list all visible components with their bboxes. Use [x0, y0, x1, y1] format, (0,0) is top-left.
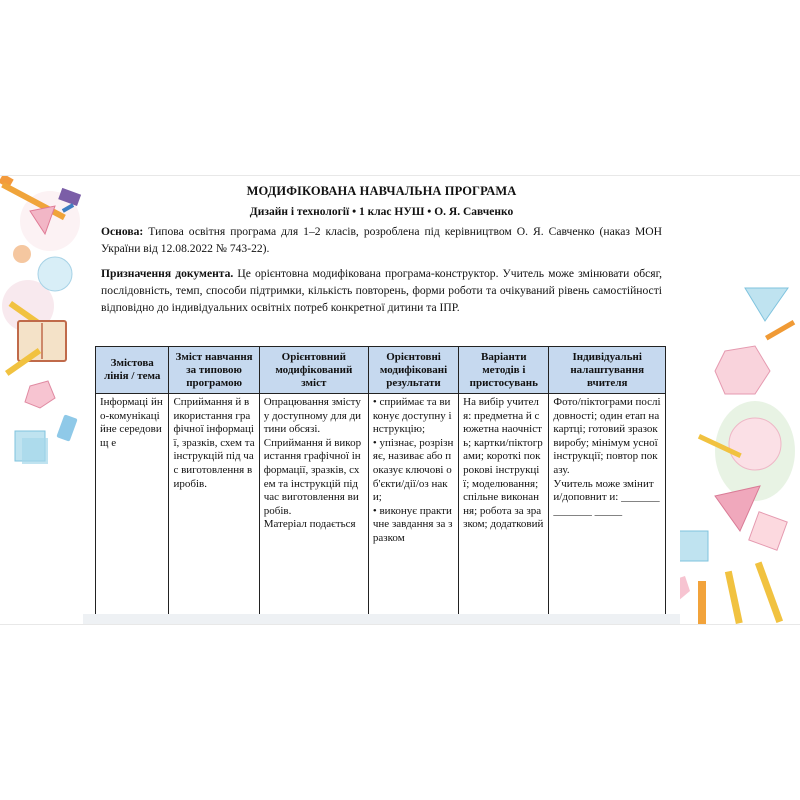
cell-methods: [459, 394, 549, 619]
cell-typical-content-text: Сприймання й використання графічної інформації, зразків, схем та інструкцій під час виготовлення виробів.: [173, 396, 255, 490]
header-typical-content: Зміст навчання за типовою програмою: [169, 347, 259, 394]
program-table: [95, 346, 666, 619]
school-supplies-decoration-right: [670, 176, 800, 624]
cell-modified-content: [259, 394, 368, 619]
cell-content-line-text: Інформаці йно-комунікаці йне середовищ е: [100, 396, 163, 449]
header-teacher-settings: Індивідуальні налаштування вчителя: [549, 347, 666, 394]
cell-modified-content-text: Опрацювання змісту у доступному для дитини обсязі. Сприймання й використання графічної інформації, зразків, схем та інструкцій під час виготовлення виробів. Матеріал подається: [263, 396, 362, 531]
purpose-paragraph: [101, 265, 662, 316]
cell-teacher-settings-text: Фото/піктограми послідовності; один етап на картці; готовий зразок виробу; мінімум усної інструкції; повтор показу. Учитель може змінити/доповнит и: ______________ _____: [553, 396, 661, 517]
cell-methods-text: На вибір учителя: предметна й сюжетна наочність; картки/піктогр ами; короткі покрокові інструкції; моделювання; спільне виконання; робота за зразком; додатковий: [463, 396, 544, 531]
page-bottom-strip: [83, 614, 680, 624]
table-header-row: [96, 347, 666, 394]
table-row: [96, 394, 666, 619]
basis-paragraph: [101, 223, 662, 257]
cell-typical-content: [169, 394, 259, 619]
slide: [0, 175, 800, 625]
cell-modified-results: [368, 394, 458, 619]
document-title: МОДИФІКОВАНА НАВЧАЛЬНА ПРОГРАМА: [246, 184, 517, 198]
purpose-label: Призначення документа.: [101, 267, 234, 280]
basis-label: Основа:: [101, 225, 144, 238]
cell-teacher-settings: [549, 394, 666, 619]
header-modified-content: Орієнтовний модифікований зміст: [259, 347, 368, 394]
header-modified-results: Орієнтовні модифіковані результати: [368, 347, 458, 394]
document-page: [83, 176, 680, 624]
cell-modified-results-text: • сприймає та виконує доступну інструкцію; • упізнає, розрізняє, називає або показує ключові об'єкти/дії/оз наки; • виконує практичне завдання за зразком: [372, 396, 454, 544]
header-content-line: Змістова лінія / тема: [96, 347, 169, 394]
document-subtitle: Дизайн і технології • 1 клас НУШ • О. Я. Савченко: [249, 206, 514, 218]
header-methods: Варіанти методів і пристосувань: [459, 347, 549, 394]
cell-content-line: [96, 394, 169, 619]
purpose-text: Це орієнтовна модифікована програма-конструктор. Учитель може змінювати обсяг, послідовність, темп, способи підтримки, кількість повторень, форми роботи та очікуваний рівень самостійності відповідно до індивідуальних освітніх потреб конкретної дитини та ІПР.: [101, 267, 662, 314]
basis-text: Типова освітня програма для 1–2 класів, розроблена під керівництвом О. Я. Савченко (наказ МОН України від 12.08.2022 № 743-22).: [101, 225, 662, 255]
